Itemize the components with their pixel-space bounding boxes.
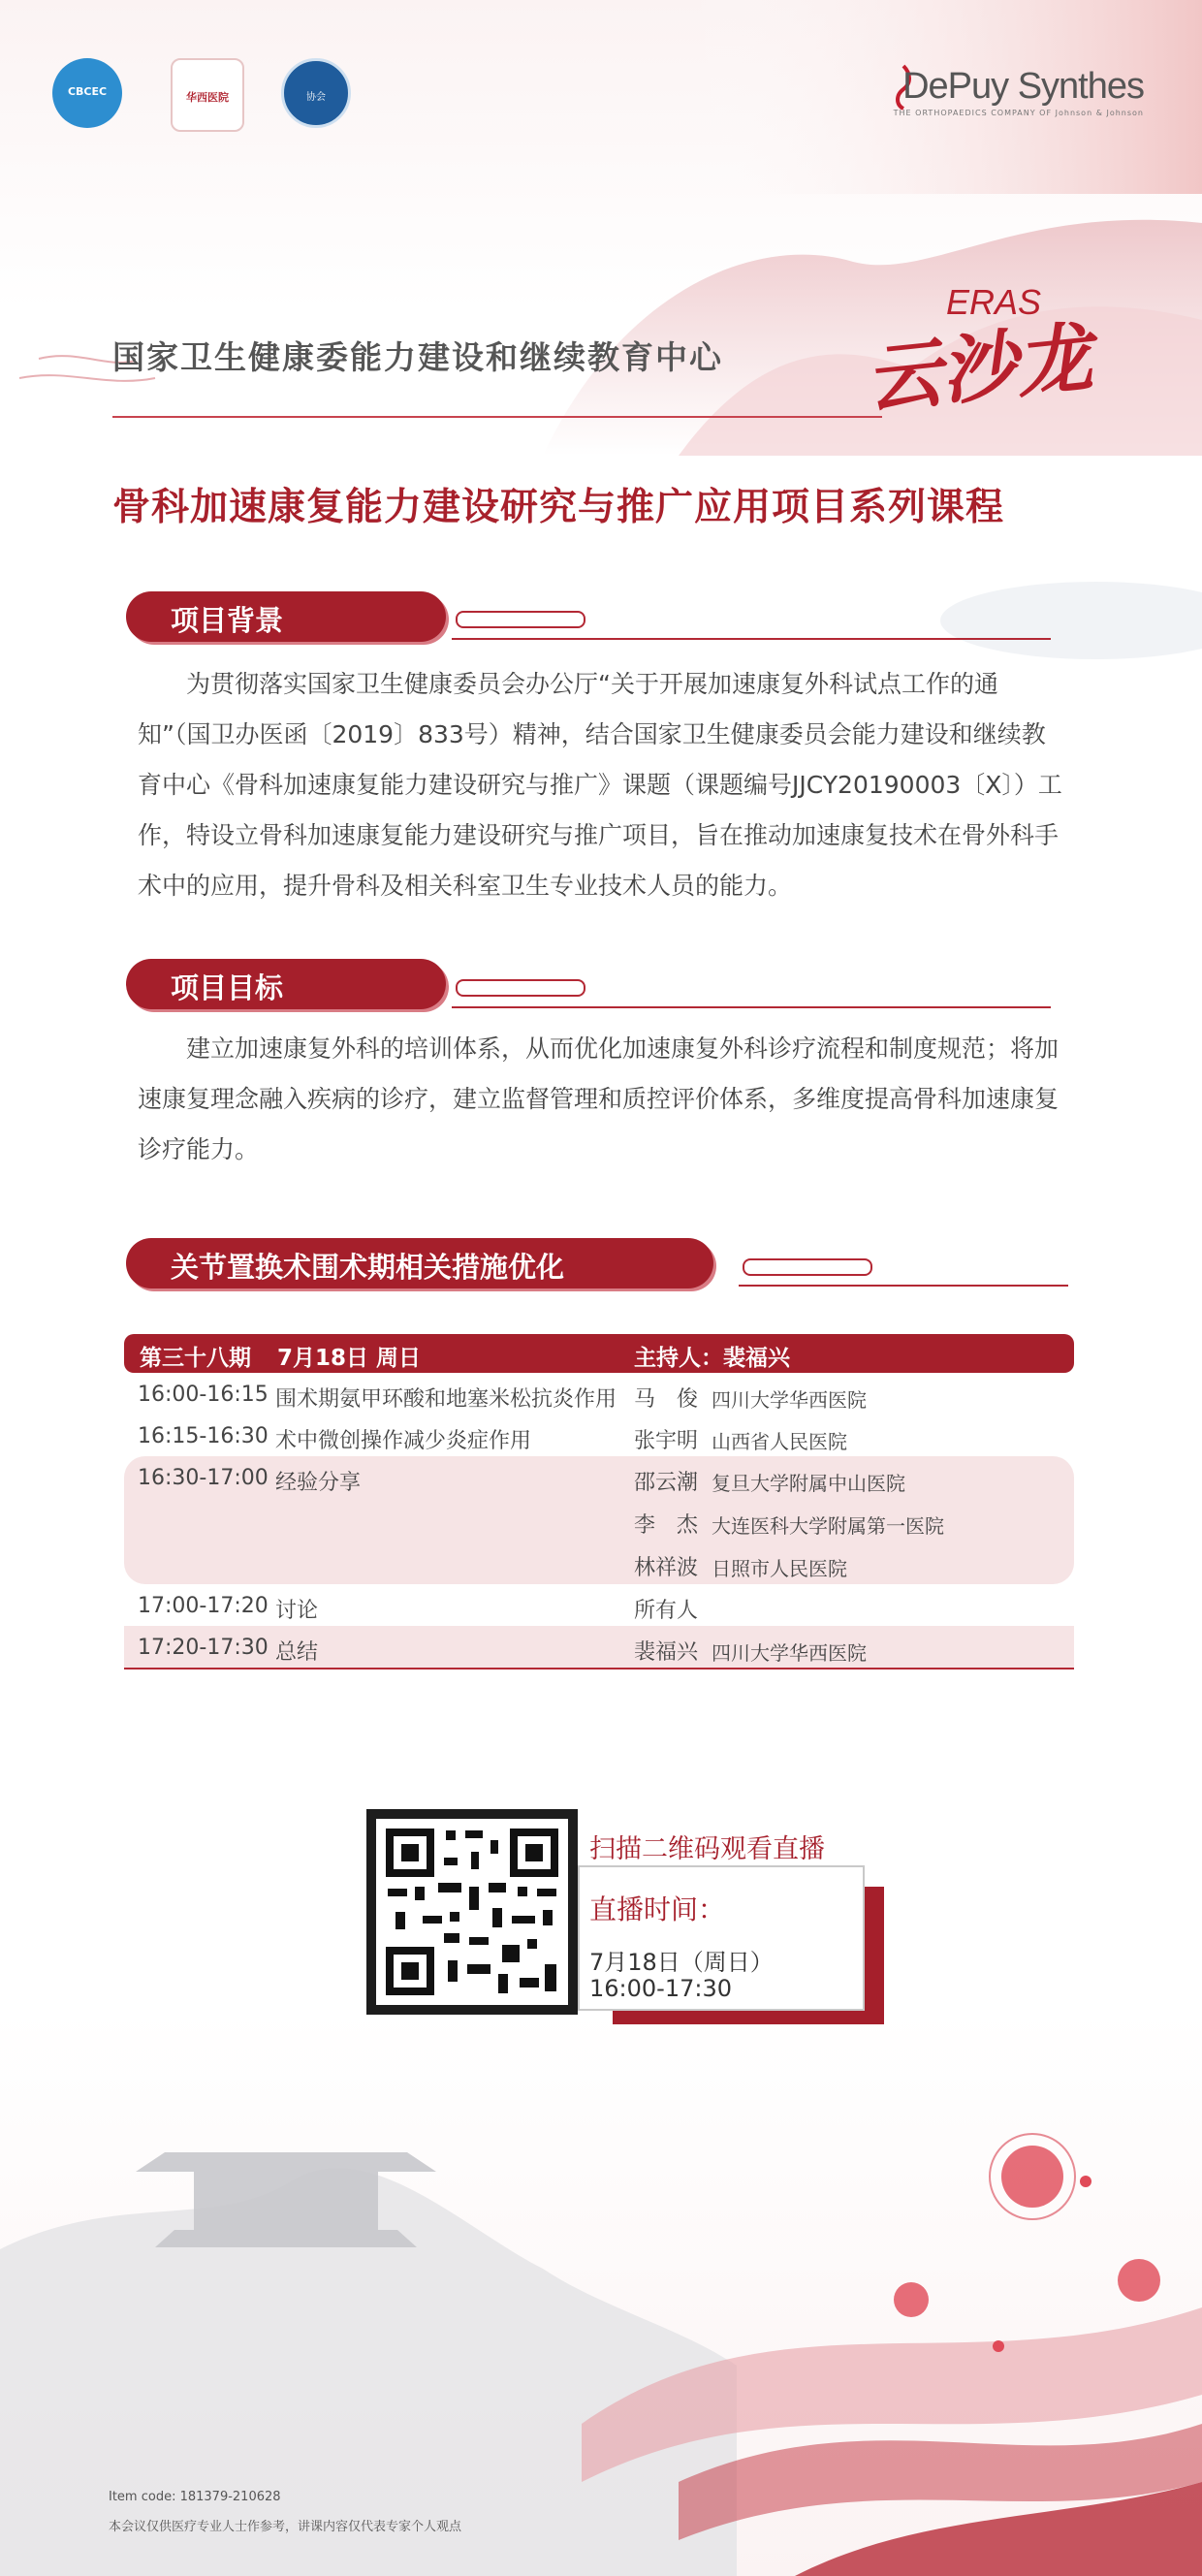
table-row bbox=[124, 1499, 1074, 1542]
person-icon bbox=[1001, 2146, 1063, 2208]
row-time: 16:30-17:00 bbox=[138, 1466, 269, 1490]
row-speaker: 李 杰 bbox=[634, 1513, 699, 1538]
brand-name: DePuy Synthes bbox=[902, 66, 1144, 107]
row-speaker: 邵云潮 bbox=[634, 1471, 699, 1495]
section-rule bbox=[452, 638, 1051, 640]
qr-pattern bbox=[376, 1819, 568, 2005]
table-row bbox=[124, 1456, 1074, 1499]
org-title: 国家卫生健康委能力建设和继续教育中心 bbox=[112, 338, 723, 376]
live-time: 16:00-17:30 bbox=[589, 1975, 732, 2002]
row-time: 17:20-17:30 bbox=[138, 1636, 269, 1660]
row-speaker: 张宇明 bbox=[634, 1429, 699, 1453]
person-icon-3 bbox=[894, 2282, 929, 2317]
main-title: 骨科加速康复能力建设研究与推广应用项目系列课程 bbox=[112, 486, 1005, 529]
row-topic: 讨论 bbox=[275, 1599, 319, 1623]
live-time-title: 直播时间： bbox=[589, 1893, 726, 1925]
row-topic: 总结 bbox=[275, 1640, 319, 1665]
experience-share-group bbox=[124, 1456, 1074, 1584]
schedule-header bbox=[124, 1334, 1074, 1373]
section-header-session bbox=[126, 1238, 713, 1288]
table-row bbox=[124, 1542, 1074, 1584]
row-hospital: 大连医科大学附属第一医院 bbox=[712, 1514, 944, 1538]
eras-label: ERAS bbox=[946, 282, 1042, 322]
row-hospital: 四川大学华西医院 bbox=[712, 1388, 867, 1412]
schedule-table bbox=[124, 1334, 1074, 1670]
row-speaker: 林祥波 bbox=[634, 1556, 699, 1580]
association-logo: 协会 bbox=[281, 58, 351, 128]
row-speaker: 所有人 bbox=[634, 1599, 699, 1623]
row-topic: 术中微创操作减少炎症作用 bbox=[275, 1429, 532, 1453]
brand-logo bbox=[892, 60, 1144, 128]
row-speaker: 马 俊 bbox=[634, 1387, 699, 1412]
section-ornament bbox=[456, 611, 585, 628]
row-topic: 经验分享 bbox=[275, 1471, 362, 1495]
dot bbox=[1080, 2176, 1091, 2187]
scan-prompt: 扫描二维码观看直播 bbox=[589, 1834, 825, 1864]
table-row bbox=[124, 1415, 1074, 1456]
table-row bbox=[124, 1626, 1074, 1668]
section-header-background bbox=[126, 591, 446, 642]
section-ornament bbox=[743, 1258, 872, 1276]
table-bottom-rule bbox=[124, 1668, 1074, 1670]
live-date: 7月18日（周日） bbox=[589, 1949, 774, 1976]
section-rule bbox=[452, 1006, 1051, 1008]
background-text: 为贯彻落实国家卫生健康委员会办公厅“关于开展加速康复外科试点工作的通知”（国卫办医函〔2019〕833号）精神，结合国家卫生健康委员会能力建设和继续教育中心《骨科加速康复能力建设研究与推广》课题（课题编号JJCY20190003〔X〕）工作，特设立骨科加速康复能力建设研究与推广项目，旨在推动加速康复技术在骨外科手术中的应用，提升骨科及相关科室卫生专业技术人员的能力。 bbox=[138, 670, 1062, 900]
row-hospital: 四川大学华西医院 bbox=[712, 1641, 867, 1665]
episode-label: 第三十八期 bbox=[140, 1346, 251, 1371]
row-hospital: 复旦大学附属中山医院 bbox=[712, 1472, 905, 1495]
item-code: Item code: 181379-210628 bbox=[109, 2490, 281, 2504]
dot bbox=[993, 2340, 1004, 2352]
row-topic: 围术期氨甲环酸和地塞米松抗炎作用 bbox=[275, 1387, 617, 1412]
person-icon-2 bbox=[1118, 2259, 1160, 2302]
qr-code[interactable] bbox=[366, 1809, 578, 2015]
table-row bbox=[124, 1584, 1074, 1626]
section-header-goal bbox=[126, 959, 446, 1009]
section-ornament bbox=[456, 979, 585, 997]
disclaimer: 本会议仅供医疗专业人士作参考，讲课内容仅代表专家个人观点 bbox=[109, 2520, 462, 2534]
row-time: 16:00-16:15 bbox=[138, 1383, 269, 1407]
section-label: 项目背景 bbox=[171, 604, 284, 637]
mist bbox=[940, 582, 1202, 659]
session-date: 7月18日 周日 bbox=[277, 1346, 422, 1371]
host-label: 主持人：裴福兴 bbox=[634, 1346, 790, 1371]
cbcec-logo: CBCEC bbox=[52, 58, 122, 128]
row-speaker: 裴福兴 bbox=[634, 1640, 699, 1665]
brand-tagline: THE ORTHOPAEDICS COMPANY OF Johnson & Johnson bbox=[893, 109, 1144, 117]
cloud-salon-brand: 云沙龙 bbox=[861, 312, 1096, 425]
goal-text: 建立加速康复外科的培训体系，从而优化加速康复外科诊疗流程和制度规范；将加速康复理念融入疾病的诊疗，建立监督管理和质控评价体系，多维度提高骨科加速康复诊疗能力。 bbox=[138, 1034, 1060, 1163]
row-time: 16:15-16:30 bbox=[138, 1424, 269, 1448]
table-row bbox=[124, 1373, 1074, 1415]
section-rule bbox=[739, 1285, 1068, 1287]
section-label: 项目目标 bbox=[171, 971, 284, 1004]
section-label: 关节置换术围术期相关措施优化 bbox=[171, 1251, 565, 1284]
row-hospital: 日照市人民医院 bbox=[712, 1557, 847, 1580]
row-time: 17:00-17:20 bbox=[138, 1594, 269, 1618]
hospital-logo: 华西医院 bbox=[171, 58, 244, 132]
row-hospital: 山西省人民医院 bbox=[712, 1430, 847, 1453]
